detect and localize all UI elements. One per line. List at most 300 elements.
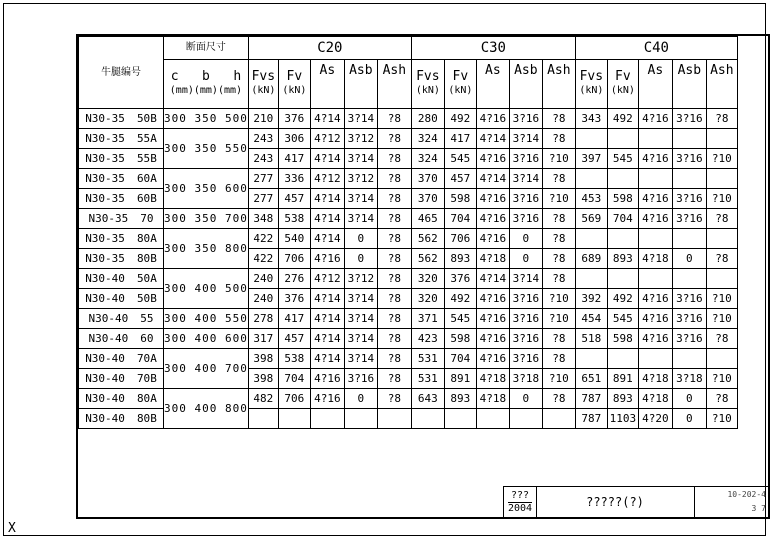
- cell-c20-asb: 0: [344, 229, 377, 249]
- cell-c20-fv: 417: [278, 149, 310, 169]
- bracket-id: [79, 409, 164, 429]
- cell-c40-as: [638, 269, 672, 289]
- cell-c30-as: 4?18: [476, 389, 509, 409]
- cell-c20-asb: 0: [344, 249, 377, 269]
- cell-c20-as: 4?12: [310, 129, 344, 149]
- col-name: Asb: [514, 63, 538, 78]
- cell-c40-fvs: 651: [575, 369, 607, 389]
- cell-c20-as: 4?16: [310, 389, 344, 409]
- bracket-id-letter: B: [150, 292, 157, 305]
- cell-c20-ash: ?8: [377, 309, 411, 329]
- table-row: [79, 309, 738, 329]
- bracket-id-suffix: 80: [136, 252, 151, 265]
- cell-c20-as: 4?14: [310, 329, 344, 349]
- cell-c30-as: 4?14: [476, 269, 509, 289]
- section-size: 300 350 700: [164, 209, 249, 229]
- cell-c20-fv: 376: [278, 289, 310, 309]
- cell-c20-as: 4?14: [310, 149, 344, 169]
- cell-c30-fv: 492: [444, 289, 476, 309]
- cell-c30-ash: ?10: [542, 369, 575, 389]
- cell-c40-fv: 545: [607, 149, 638, 169]
- cell-c30-asb: 3?14: [509, 269, 542, 289]
- cell-c20-ash: ?8: [377, 189, 411, 209]
- col-name: As: [485, 63, 501, 78]
- cell-c40-asb: 3?16: [672, 289, 706, 309]
- cell-c30-asb: 3?16: [509, 329, 542, 349]
- cell-c30-asb: 3?14: [509, 129, 542, 149]
- cell-c20-as: 4?14: [310, 309, 344, 329]
- bracket-id-id: N30-35: [85, 112, 125, 125]
- bracket-id-letter: A: [150, 272, 157, 285]
- cell-c20-fvs: [248, 409, 278, 429]
- bracket-id: [79, 189, 164, 209]
- dim-c: c: [170, 69, 179, 84]
- cell-c40-fvs: 343: [575, 109, 607, 129]
- bracket-id-id: N30-35: [85, 232, 125, 245]
- cell-c20-fv: 457: [278, 189, 310, 209]
- bracket-id-suffix: 50: [136, 112, 151, 125]
- cell-c30-as: [476, 409, 509, 429]
- bracket-id: [79, 149, 164, 169]
- drawing-frame: [76, 34, 770, 519]
- col-header-c20-asb: [344, 60, 377, 109]
- bracket-id: [79, 329, 164, 349]
- bracket-id-suffix: 50: [136, 292, 151, 305]
- cell-c40-asb: 3?16: [672, 309, 706, 329]
- cell-c30-fvs: 370: [411, 189, 444, 209]
- cell-c20-fvs: 482: [248, 389, 278, 409]
- cell-c30-fv: 706: [444, 229, 476, 249]
- table-row: [79, 229, 738, 249]
- cell-c20-as: 4?16: [310, 369, 344, 389]
- cell-c20-as: [310, 409, 344, 429]
- cell-c30-ash: ?10: [542, 309, 575, 329]
- cell-c30-fv: 545: [444, 149, 476, 169]
- cell-c40-fvs: 569: [575, 209, 607, 229]
- cell-c20-fvs: 278: [248, 309, 278, 329]
- grade-c20-header: C20: [248, 37, 411, 60]
- cell-c40-fv: 1103: [607, 409, 638, 429]
- cell-c20-fv: 417: [278, 309, 310, 329]
- title-block-title: ?????(?): [536, 487, 695, 518]
- cell-c30-ash: ?8: [542, 229, 575, 249]
- cell-c30-fvs: 423: [411, 329, 444, 349]
- cell-c20-fvs: 240: [248, 269, 278, 289]
- cell-c30-as: 4?16: [476, 289, 509, 309]
- col-unit: (kN): [448, 85, 473, 96]
- bracket-id-suffix: 55: [136, 132, 151, 145]
- col-name: Fv: [615, 69, 631, 84]
- bracket-id-suffix: 60: [136, 192, 151, 205]
- col-name: As: [319, 63, 336, 78]
- bracket-id: [79, 129, 164, 149]
- cell-c20-fv: [278, 409, 310, 429]
- cell-c30-ash: ?8: [542, 129, 575, 149]
- cell-c40-as: 4?18: [638, 249, 672, 269]
- cell-c30-fv: 598: [444, 329, 476, 349]
- bracket-id: [79, 349, 164, 369]
- table-row: [79, 129, 738, 149]
- cell-c30-ash: ?8: [542, 249, 575, 269]
- cell-c30-asb: 3?18: [509, 369, 542, 389]
- cell-c20-fv: 376: [278, 109, 310, 129]
- bracket-id-suffix: 50: [136, 272, 151, 285]
- cell-c40-asb: [672, 129, 706, 149]
- bracket-id-letter: B: [150, 192, 157, 205]
- cell-c30-asb: 0: [509, 229, 542, 249]
- col-header-c30-asb: [509, 60, 542, 109]
- table-row: [79, 269, 738, 289]
- col-header-c40-fvs: [575, 60, 607, 109]
- cell-c40-as: 4?20: [638, 409, 672, 429]
- section-size: 300 350 500: [164, 109, 249, 129]
- cell-c20-asb: [344, 409, 377, 429]
- section-size: 300 350 600: [164, 169, 249, 209]
- cell-c40-asb: 3?16: [672, 329, 706, 349]
- cell-c30-fvs: 465: [411, 209, 444, 229]
- cell-c20-ash: ?8: [377, 349, 411, 369]
- cell-c40-fv: 891: [607, 369, 638, 389]
- cell-c20-ash: [377, 409, 411, 429]
- cell-c40-ash: [706, 269, 737, 289]
- cell-c30-asb: 3?16: [509, 109, 542, 129]
- cell-c30-fvs: 371: [411, 309, 444, 329]
- bracket-id-id: N30-35: [85, 192, 125, 205]
- cell-c40-ash: ?10: [706, 189, 737, 209]
- bracket-id-suffix: 70: [136, 352, 151, 365]
- cell-c40-fv: [607, 269, 638, 289]
- col-unit: (kN): [579, 85, 604, 96]
- cell-c20-asb: 0: [344, 389, 377, 409]
- cell-c40-fvs: [575, 349, 607, 369]
- col-name: Asb: [677, 63, 702, 78]
- cell-c20-asb: 3?14: [344, 149, 377, 169]
- bracket-id: [79, 209, 164, 229]
- col-header-c30-as: [476, 60, 509, 109]
- cell-c30-fvs: 280: [411, 109, 444, 129]
- table-row: [79, 349, 738, 369]
- cell-c20-ash: ?8: [377, 229, 411, 249]
- cell-c30-as: 4?16: [476, 349, 509, 369]
- bracket-id-id: N30-35: [88, 212, 129, 225]
- drawing-code: ???: [510, 490, 530, 501]
- cell-c40-as: 4?16: [638, 149, 672, 169]
- cell-c40-as: 4?16: [638, 109, 672, 129]
- cell-c20-fvs: 348: [248, 209, 278, 229]
- cell-c30-fv: 893: [444, 249, 476, 269]
- cell-c40-as: 4?16: [638, 329, 672, 349]
- cell-c20-ash: ?8: [377, 109, 411, 129]
- dims-header: [164, 60, 249, 109]
- col-header-c20-as: [310, 60, 344, 109]
- cell-c30-asb: [509, 409, 542, 429]
- cell-c40-ash: [706, 349, 737, 369]
- table-row: [79, 209, 738, 229]
- bracket-id-letter: A: [150, 392, 157, 405]
- cell-c40-asb: 0: [672, 249, 706, 269]
- bracket-id-letter: B: [150, 152, 157, 165]
- cell-c40-asb: 3?16: [672, 189, 706, 209]
- cell-c20-fv: 538: [278, 209, 310, 229]
- col-unit: (kN): [282, 85, 307, 96]
- col-name: As: [647, 63, 664, 78]
- col-name: Fvs: [251, 69, 276, 84]
- cell-c40-asb: 0: [672, 409, 706, 429]
- cell-c30-as: 4?18: [476, 369, 509, 389]
- cell-c20-fv: 457: [278, 329, 310, 349]
- cell-c40-fvs: 454: [575, 309, 607, 329]
- cell-c40-ash: ?10: [706, 409, 737, 429]
- section-size: 300 350 550: [164, 129, 249, 169]
- cell-c20-asb: 3?12: [344, 169, 377, 189]
- cell-c40-fvs: 518: [575, 329, 607, 349]
- col-name: Fvs: [579, 69, 604, 84]
- cell-c30-as: 4?16: [476, 209, 509, 229]
- cell-c20-fvs: 210: [248, 109, 278, 129]
- col-header-c20-fvs: [248, 60, 278, 109]
- dim-unit: (mm): [169, 85, 194, 96]
- bracket-id-letter: A: [150, 132, 157, 145]
- bracket-id-suffix: 80: [136, 392, 151, 405]
- cell-c30-asb: 3?16: [509, 349, 542, 369]
- cell-c40-ash: ?10: [706, 149, 737, 169]
- bracket-id-id: N30-40: [88, 332, 129, 345]
- cell-c30-ash: ?8: [542, 269, 575, 289]
- corner-mark: X: [8, 521, 16, 536]
- cell-c40-ash: [706, 169, 737, 189]
- col-name: Fv: [452, 69, 469, 84]
- section-size: 300 400 800: [164, 389, 249, 429]
- cell-c20-asb: 3?12: [344, 129, 377, 149]
- cell-c30-ash: ?8: [542, 209, 575, 229]
- bracket-spec-table: [78, 36, 738, 429]
- cell-c20-as: 4?14: [310, 189, 344, 209]
- cell-c20-asb: 3?12: [344, 269, 377, 289]
- cell-c30-ash: ?10: [542, 189, 575, 209]
- bracket-id-suffix: 60: [136, 172, 151, 185]
- cell-c40-asb: [672, 349, 706, 369]
- cell-c30-ash: ?8: [542, 329, 575, 349]
- cell-c40-fv: 492: [607, 289, 638, 309]
- cell-c40-asb: 3?16: [672, 109, 706, 129]
- cell-c20-asb: 3?14: [344, 289, 377, 309]
- cell-c40-fvs: 787: [575, 409, 607, 429]
- dim-unit: (mm): [193, 85, 218, 96]
- section-size-label: 断面尺寸: [185, 42, 226, 53]
- cell-c20-ash: ?8: [377, 389, 411, 409]
- cell-c30-fvs: [411, 409, 444, 429]
- cell-c30-asb: 0: [509, 249, 542, 269]
- col-header-c30-ash: [542, 60, 575, 109]
- cell-c20-as: 4?16: [310, 249, 344, 269]
- cell-c30-fvs: 643: [411, 389, 444, 409]
- bracket-id-id: N30-40: [85, 392, 125, 405]
- cell-c40-fv: 598: [607, 329, 638, 349]
- cell-c40-asb: 3?16: [672, 209, 706, 229]
- cell-c20-fv: 336: [278, 169, 310, 189]
- cell-c20-as: 4?14: [310, 109, 344, 129]
- cell-c40-asb: 0: [672, 389, 706, 409]
- cell-c30-ash: ?10: [542, 289, 575, 309]
- bracket-id-suffix: 80: [136, 412, 151, 425]
- section-size: 300 350 800: [164, 229, 249, 269]
- cell-c20-as: 4?14: [310, 229, 344, 249]
- cell-c20-as: 4?12: [310, 269, 344, 289]
- col-unit: (kN): [610, 85, 635, 96]
- cell-c40-asb: [672, 269, 706, 289]
- cell-c20-fv: 538: [278, 349, 310, 369]
- cell-c40-fvs: [575, 269, 607, 289]
- bracket-id-suffix: 70: [140, 212, 154, 225]
- cell-c40-fvs: 787: [575, 389, 607, 409]
- section-size-header: [164, 37, 249, 60]
- cell-c40-fvs: 392: [575, 289, 607, 309]
- cell-c20-fvs: 422: [248, 249, 278, 269]
- cell-c40-fvs: 453: [575, 189, 607, 209]
- cell-c40-ash: ?8: [706, 109, 737, 129]
- cell-c20-as: 4?14: [310, 209, 344, 229]
- cell-c40-fvs: [575, 129, 607, 149]
- cell-c20-ash: ?8: [377, 329, 411, 349]
- table-row: [79, 109, 738, 129]
- cell-c30-ash: ?8: [542, 389, 575, 409]
- bracket-id-suffix: 55: [136, 152, 151, 165]
- section-size: 300 400 500: [164, 269, 249, 309]
- cell-c20-ash: ?8: [377, 169, 411, 189]
- cell-c20-asb: 3?14: [344, 109, 377, 129]
- col-name: Fv: [286, 69, 303, 84]
- cell-c20-fvs: 317: [248, 329, 278, 349]
- cell-c30-as: 4?16: [476, 109, 509, 129]
- bracket-id-letter: B: [150, 372, 157, 385]
- cell-c30-fvs: 370: [411, 169, 444, 189]
- table-row: [79, 329, 738, 349]
- cell-c20-ash: ?8: [377, 369, 411, 389]
- cell-c30-ash: ?8: [542, 109, 575, 129]
- section-size: 300 400 600: [164, 329, 249, 349]
- cell-c20-fv: 540: [278, 229, 310, 249]
- cell-c40-fv: [607, 169, 638, 189]
- table-row: [79, 389, 738, 409]
- cell-c20-asb: 3?14: [344, 209, 377, 229]
- bracket-id-letter: B: [150, 112, 157, 125]
- bracket-id: [79, 169, 164, 189]
- cell-c30-fv: [444, 409, 476, 429]
- cell-c40-fv: 598: [607, 189, 638, 209]
- cell-c30-as: 4?16: [476, 229, 509, 249]
- cell-c30-fvs: 320: [411, 269, 444, 289]
- bracket-id: [79, 289, 164, 309]
- cell-c20-fv: 706: [278, 249, 310, 269]
- cell-c30-fv: 704: [444, 209, 476, 229]
- cell-c40-ash: [706, 129, 737, 149]
- bracket-id-letter: A: [150, 232, 157, 245]
- cell-c20-as: 4?14: [310, 349, 344, 369]
- cell-c40-fvs: 689: [575, 249, 607, 269]
- cell-c20-asb: 3?14: [344, 329, 377, 349]
- cell-c30-fv: 457: [444, 169, 476, 189]
- cell-c40-fv: [607, 229, 638, 249]
- cell-c30-asb: 3?16: [509, 189, 542, 209]
- cell-c30-fv: 492: [444, 109, 476, 129]
- cell-c40-ash: ?8: [706, 249, 737, 269]
- bracket-id-id: N30-40: [85, 412, 125, 425]
- col-name: Ash: [547, 63, 571, 78]
- cell-c20-asb: 3?14: [344, 189, 377, 209]
- cell-c30-asb: 3?14: [509, 169, 542, 189]
- section-size: 300 400 550: [164, 309, 249, 329]
- cell-c40-as: 4?18: [638, 389, 672, 409]
- cell-c30-ash: ?8: [542, 169, 575, 189]
- cell-c20-as: 4?14: [310, 289, 344, 309]
- cell-c30-asb: 3?16: [509, 289, 542, 309]
- cell-c30-fvs: 324: [411, 129, 444, 149]
- cell-c40-asb: [672, 229, 706, 249]
- cell-c20-fv: 704: [278, 369, 310, 389]
- cell-c20-fvs: 277: [248, 189, 278, 209]
- cell-c40-fvs: 397: [575, 149, 607, 169]
- cell-c40-ash: ?8: [706, 389, 737, 409]
- cell-c30-fv: 545: [444, 309, 476, 329]
- cell-c40-as: 4?16: [638, 209, 672, 229]
- cell-c30-as: 4?16: [476, 329, 509, 349]
- col-name: Asb: [349, 63, 373, 78]
- drawing-sheet: [3, 3, 766, 536]
- title-block-code: [504, 487, 537, 518]
- bracket-id-id: N30-40: [85, 352, 125, 365]
- col-header-c40-asb: [672, 60, 706, 109]
- cell-c40-ash: ?10: [706, 309, 737, 329]
- bracket-id-letter: B: [150, 252, 157, 265]
- bracket-id-id: N30-40: [88, 312, 129, 325]
- cell-c40-fvs: [575, 169, 607, 189]
- cell-c40-as: 4?16: [638, 289, 672, 309]
- col-header-c40-fv: [607, 60, 638, 109]
- bracket-id: [79, 109, 164, 129]
- col-unit: (kN): [251, 85, 276, 96]
- cell-c40-ash: ?10: [706, 369, 737, 389]
- cell-c40-fv: 545: [607, 309, 638, 329]
- bracket-id-letter: A: [150, 352, 157, 365]
- cell-c20-fvs: 243: [248, 149, 278, 169]
- cell-c40-ash: [706, 229, 737, 249]
- cell-c30-ash: ?8: [542, 349, 575, 369]
- cell-c30-fvs: 562: [411, 249, 444, 269]
- cell-c20-as: 4?12: [310, 169, 344, 189]
- section-size: 300 400 700: [164, 349, 249, 389]
- dim-h: h: [233, 69, 242, 84]
- grade-c40-header: C40: [575, 37, 737, 60]
- dim-unit: (mm): [217, 85, 243, 96]
- cell-c40-fv: 893: [607, 389, 638, 409]
- bracket-id-suffix: 70: [136, 372, 151, 385]
- dim-b: b: [202, 69, 210, 84]
- col-header-c30-fvs: [411, 60, 444, 109]
- cell-c30-as: 4?16: [476, 149, 509, 169]
- cell-c30-asb: 3?16: [509, 209, 542, 229]
- bracket-id-suffix: 80: [136, 232, 151, 245]
- col-name: Fvs: [416, 69, 440, 84]
- bracket-id: [79, 249, 164, 269]
- cell-c40-as: 4?16: [638, 189, 672, 209]
- cell-c40-as: 4?18: [638, 369, 672, 389]
- cell-c20-asb: 3?14: [344, 309, 377, 329]
- cell-c30-fv: 376: [444, 269, 476, 289]
- col-header-c40-as: [638, 60, 672, 109]
- cell-c20-ash: ?8: [377, 129, 411, 149]
- cell-c40-ash: ?8: [706, 329, 737, 349]
- table-row: [79, 169, 738, 189]
